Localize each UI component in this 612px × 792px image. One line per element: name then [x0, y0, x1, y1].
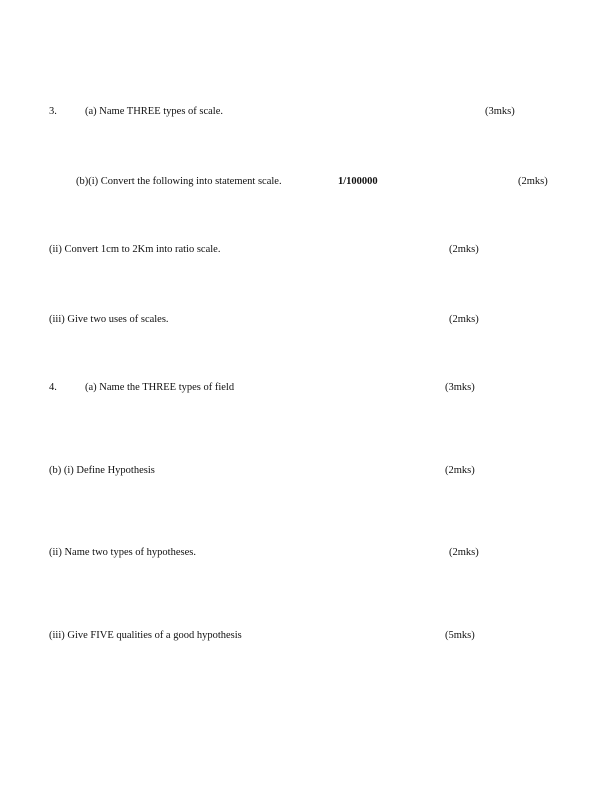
question-3biii-text: (iii) Give two uses of scales.: [49, 314, 169, 325]
question-4a-text: (a) Name the THREE types of field: [85, 382, 235, 393]
question-4bii-marks: (2mks): [449, 547, 479, 558]
question-4a-marks: (3mks): [445, 382, 475, 393]
question-3biii-marks: (2mks): [449, 314, 479, 325]
question-4bi-text: (b) (i) Define Hypothesis: [49, 465, 155, 476]
question-4bii-text: (ii) Name two types of hypotheses.: [49, 547, 196, 558]
question-3bi-text: (b)(i) Convert the following into statement scale.: [76, 176, 282, 187]
question-4-number: 4.: [49, 382, 57, 393]
question-4biii-marks: (5mks): [445, 630, 475, 641]
question-3bi-marks: (2mks): [518, 176, 548, 187]
question-3bii-text: (ii) Convert 1cm to 2Km into ratio scale.: [49, 244, 221, 255]
question-3-number: 3.: [49, 106, 57, 117]
question-3a-text: (a) Name THREE types of scale.: [85, 106, 224, 117]
question-4biii-text: (iii) Give FIVE qualities of a good hypothesis: [49, 630, 242, 641]
question-4bi-marks: (2mks): [445, 465, 475, 476]
question-3bii-marks: (2mks): [449, 244, 479, 255]
question-3bi-ratio: 1/100000: [338, 176, 378, 187]
question-3a-marks: (3mks): [485, 106, 515, 117]
